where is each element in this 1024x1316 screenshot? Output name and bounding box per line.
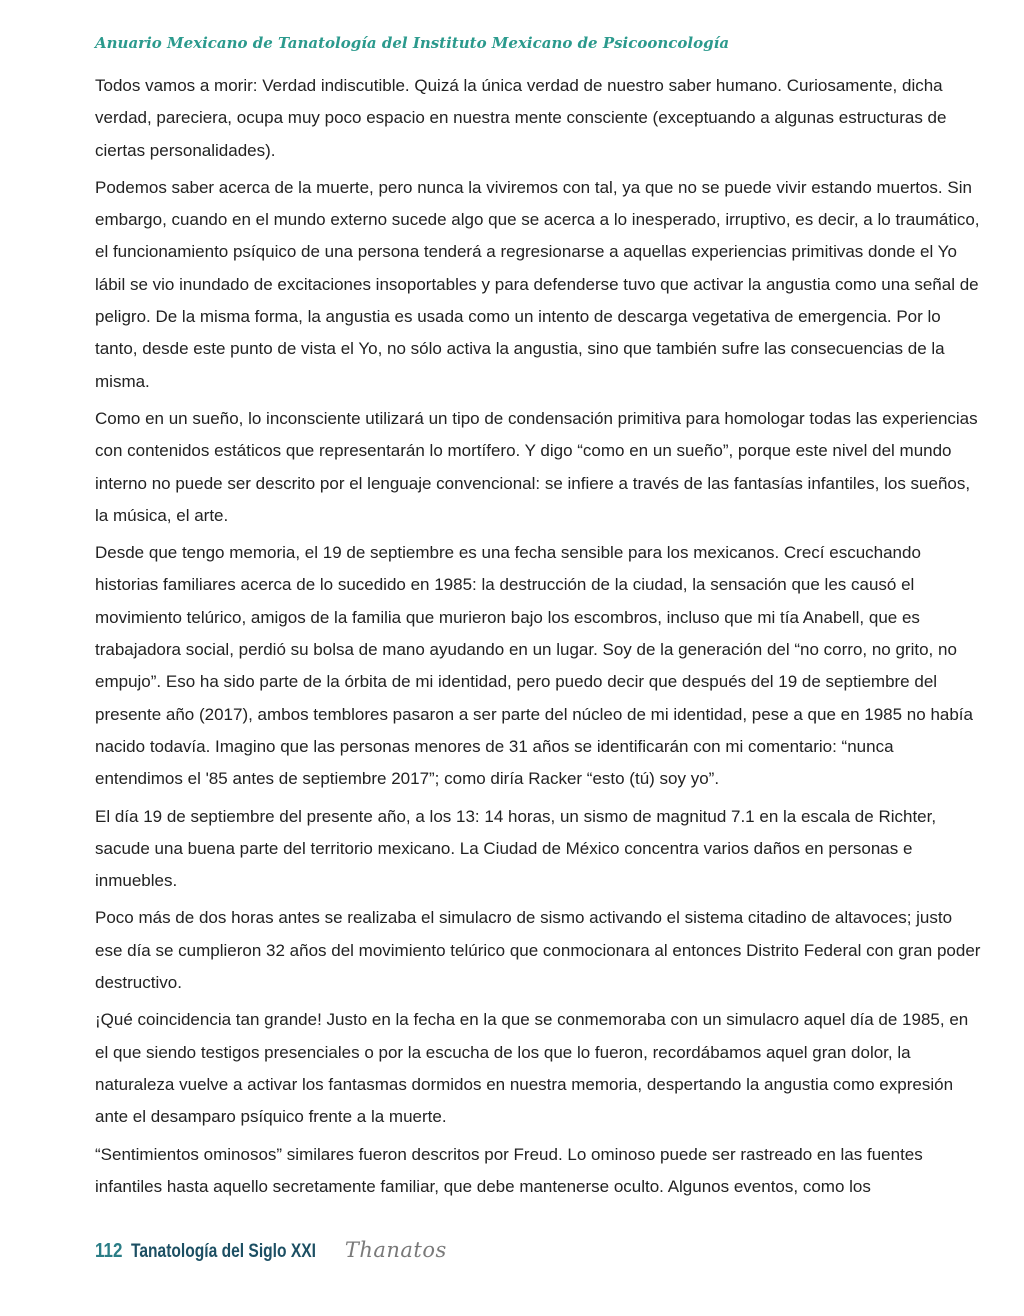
paragraph: Desde que tengo memoria, el 19 de septiembre es una fecha sensible para los mexicanos. Crecí escuchando historias familiares acerca de lo sucedido en 1985: la destrucción de la ciudad, la sensación que les causó el movimiento telúrico, amigos de la familia que murieron bajo los escombros, incluso que mi tía Anabell, que es trabajadora social, perdió su bolsa de mano ayudando en un lugar. Soy de la generación del “no corro, no grito, no empujo”. Eso ha sido parte de la órbita de mi identidad, pero puedo decir que después del 19 de septiembre del presente año (2017), ambos temblores pasaron a ser parte del núcleo de mi identidad, pese a que en 1985 no había nacido todavía. Imagino que las personas menores de 31 años se identificarán con mi comentario: “nunca entendimos el '85 antes de septiembre 2017”; como diría Racker “esto (tú) soy yo”.: [95, 543, 973, 789]
journal-name: Tanatología del Siglo XXI: [131, 1241, 317, 1262]
paragraph: Poco más de dos horas antes se realizaba el simulacro de sismo activando el sistema citadino de altavoces; justo ese día se cumplieron 32 años del movimiento telúrico que conmocionara al entonces Distrito Federal con gran poder destructivo.: [95, 908, 981, 993]
paragraph: “Sentimientos ominosos” similares fueron descritos por Freud. Lo ominoso puede ser rastreado en las fuentes infantiles hasta aquello secretamente familiar, que debe mantenerse oculto. Algunos eventos, como los: [95, 1144, 923, 1196]
paragraph: El día 19 de septiembre del presente año, a los 13: 14 horas, un sismo de magnitud 7.1 en la escala de Richter, sacude una buena parte del territorio mexicano. La Ciudad de México concentra varios daños en personas e inmuebles.: [95, 806, 937, 891]
paragraph: ¡Qué coincidencia tan grande! Justo en la fecha en la que se conmemoraba con un simulacro aquel día de 1985, en el que siendo testigos presenciales o por la escucha de los que lo fueron, recordábamos aquel gran dolor, la naturaleza vuelve a activar los fantasmas dormidos en nuestra memoria, despertando la angustia como expresión ante el desamparo psíquico frente a la muerte.: [95, 1010, 969, 1127]
article-body: [95, 70, 981, 1208]
thanatos-logo: Thanatos: [344, 1238, 447, 1262]
page-number: 112: [95, 1240, 123, 1262]
paragraph: Como en un sueño, lo inconsciente utilizará un tipo de condensación primitiva para homologar todas las experiencias con contenidos estáticos que representarán lo mortífero. Y digo “como en un sueño”, porque este nivel del mundo interno no puede ser descrito por el lenguaje convencional: se infiere a través de las fantasías infantiles, los sueños, la música, el arte.: [95, 408, 978, 525]
paragraph: Todos vamos a morir: Verdad indiscutible. Quizá la única verdad de nuestro saber humano. Curiosamente, dicha verdad, pareciera, ocupa muy poco espacio en nuestra mente consciente (exceptuando a algunas estructuras de ciertas personalidades).: [95, 76, 947, 160]
running-header: Anuario Mexicano de Tanatología del Instituto Mexicano de Psicooncología: [95, 34, 730, 52]
paragraph: Podemos saber acerca de la muerte, pero nunca la viviremos con tal, ya que no se puede vivir estando muertos. Sin embargo, cuando en el mundo externo sucede algo que se acerca a lo inesperado, irruptivo, es decir, a lo traumático, el funcionamiento psíquico de una persona tenderá a regresionarse a aquellas experiencias primitivas donde el Yo lábil se vio inundado de excitaciones insoportables y para defenderse tuvo que activar la angustia como una señal de peligro. De la misma forma, la angustia es usada como un intento de descarga vegetativa de emergencia. Por lo tanto, desde este punto de vista el Yo, no sólo activa la angustia, sino que también sufre las consecuencias de la misma.: [95, 177, 980, 391]
page-footer: [95, 1238, 447, 1263]
